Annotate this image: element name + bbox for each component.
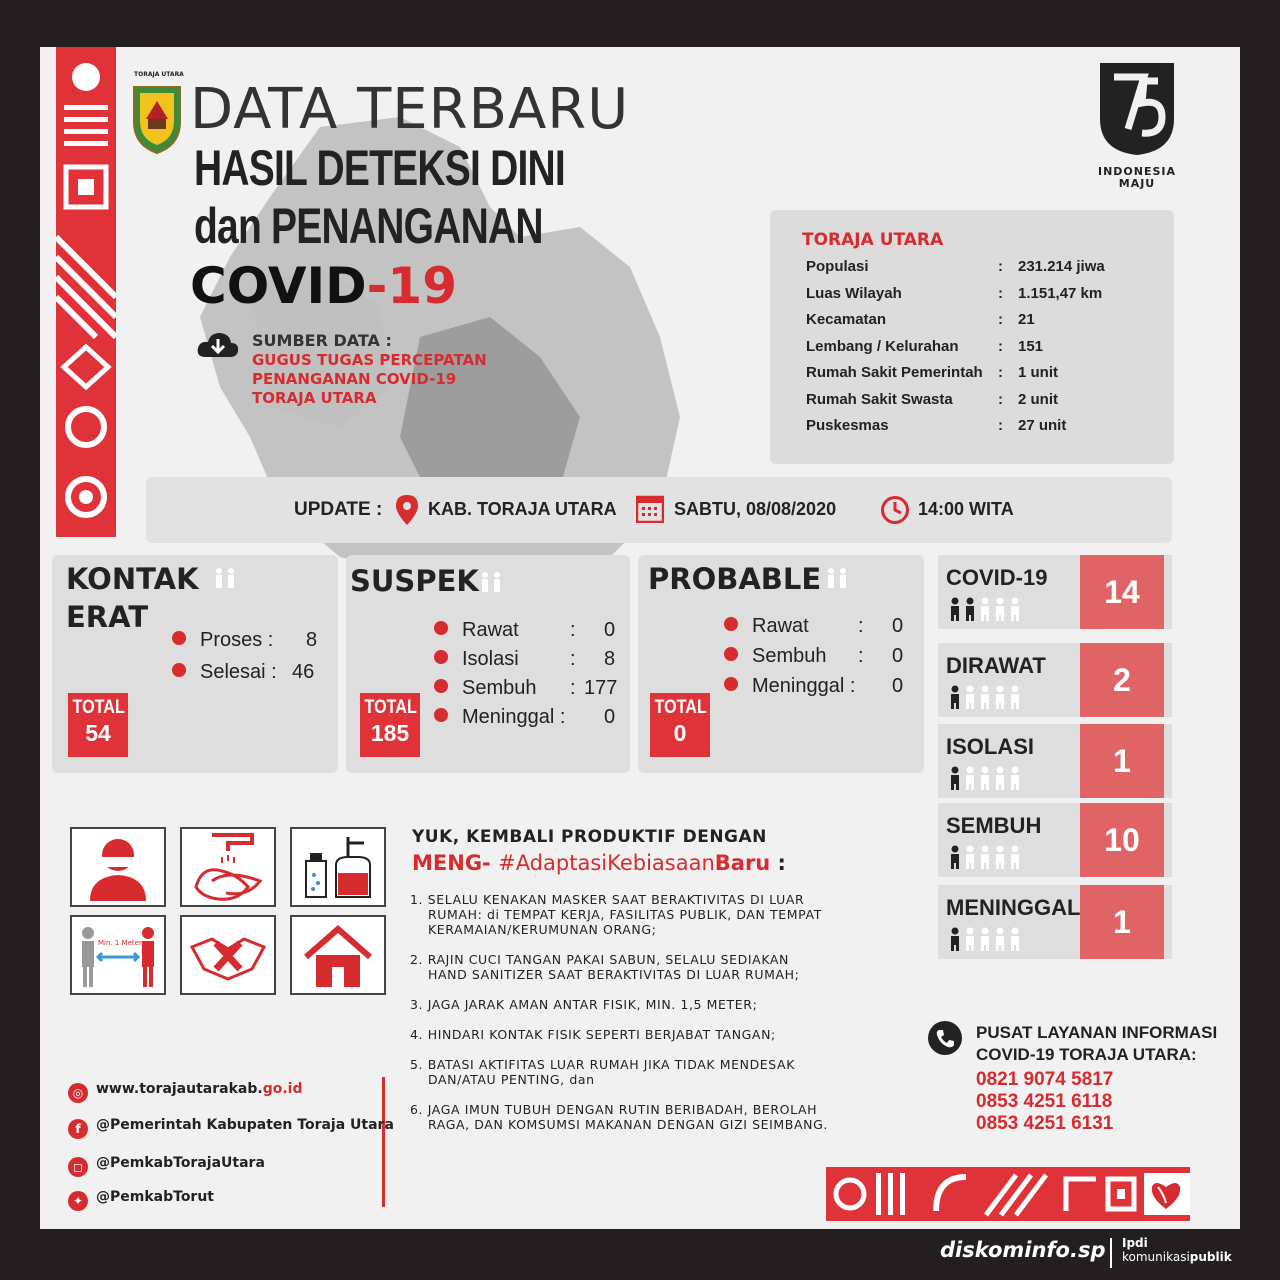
suspek-isolasi: Isolasi : 8 — [434, 648, 519, 671]
globe-icon: ◎ — [68, 1083, 88, 1103]
adaptasi-rule: 6. JAGA IMUN TUBUH DENGAN RUTIN BERIBADAH, BEROLAH RAGA, DAN KOMSUMSI MAKANAN DENGAN GIZI SEIMBANG. — [410, 1102, 828, 1132]
distance-label: Min. 1 Meter — [98, 939, 142, 947]
badge-line2: MAJU — [1118, 177, 1156, 190]
people-figures-icon — [948, 845, 1023, 873]
social-distance-icon — [72, 917, 164, 993]
people-icon — [824, 567, 850, 589]
update-time: 14:00 WITA — [918, 499, 1014, 519]
suspek-meninggal: Meninggal : 0 — [434, 706, 565, 729]
hand-sanitizer-icon — [292, 829, 384, 905]
people-figures-icon — [948, 597, 1023, 625]
people-icon — [212, 567, 238, 589]
stay-home-protocol-tile — [290, 915, 386, 995]
adaptasi-heading1: YUK, KEMBALI PRODUKTIF DENGAN — [412, 827, 767, 847]
stat-meninggal: MENINGGAL 1 — [938, 885, 1172, 959]
probable-card — [638, 555, 924, 773]
decorative-pattern-bottom — [826, 1167, 1190, 1221]
mask-protocol-tile — [70, 827, 166, 907]
cloud-download-icon — [196, 331, 240, 363]
twitter-link[interactable]: ✦ @PemkabTorut — [68, 1189, 214, 1211]
adaptasi-rules-list — [410, 892, 830, 1147]
footer-brand: diskominfo.sp — [940, 1238, 1106, 1262]
people-figures-icon — [948, 927, 1023, 955]
vertical-divider — [382, 1077, 385, 1207]
suspek-sembuh: Sembuh : 177 — [434, 677, 537, 700]
stat-isolasi: ISOLASI 1 — [938, 724, 1172, 798]
suspek-total-box: TOTAL 185 — [360, 693, 420, 757]
heart-logo-icon — [1146, 1173, 1186, 1215]
suspek-card — [346, 555, 630, 773]
update-label: UPDATE : — [294, 499, 383, 520]
poster — [40, 47, 1240, 1229]
title-penanganan: dan PENANGANAN — [194, 198, 543, 254]
footer-divider — [1110, 1238, 1112, 1268]
adaptasi-rule: 2. RAJIN CUCI TANGAN PAKAI SABUN, SELALU SEDIAKAN HAND SANITIZER SAAT BERAKTIVITAS DI LUAR RUMAH; — [410, 952, 800, 982]
handshake-protocol-tile — [180, 915, 276, 995]
adaptasi-heading2: MENG- #AdaptasiKebiasaanBaru : — [412, 851, 786, 875]
region-info-box: TORAJA UTARA Populasi : 231.214 jiwa Luas Wilayah : 1.151,47 km Kecamatan : 21 Lembang / Kelurahan : 151 Rumah Sakit Pemerintah : 1 unit Rumah Sakit Swasta : 2 unit Puskesmas : 27 unit — [770, 210, 1174, 464]
adaptasi-rule: 1. SELALU KENAKAN MASKER SAAT BERAKTIVITAS DI LUAR RUMAH: di TEMPAT KERJA, FASILITAS PUBLIK, DAN TEMPAT KERAMAIAN/KERUMUNAN ORANG; — [410, 892, 822, 937]
suspek-rawat: Rawat : 0 — [434, 619, 519, 642]
indonesia-75-badge — [1092, 59, 1182, 189]
regency-logo-text: TORAJA UTARA — [134, 71, 184, 78]
title-data-terbaru: DATA TERBARU — [190, 77, 630, 142]
kontak-total-box: TOTAL 54 — [68, 693, 128, 757]
update-bar — [146, 477, 1172, 543]
regency-logo — [128, 71, 186, 155]
badge-line1: INDONESIA — [1097, 165, 1177, 178]
kontak-selesai: Selesai : 46 — [172, 661, 277, 684]
phone-number-3[interactable]: 0853 4251 6131 — [976, 1113, 1114, 1134]
stat-sembuh: SEMBUH 10 — [938, 803, 1172, 877]
seventy-five-logo-icon — [1092, 59, 1182, 159]
website-link[interactable]: ◎ www.torajautarakab.go.id — [68, 1081, 302, 1103]
title-covid — [190, 257, 457, 315]
stat-covid-19: COVID-19 14 — [938, 555, 1172, 629]
facebook-link[interactable]: f @Pemerintah Kabupaten Toraja Utara — [68, 1117, 394, 1139]
adaptasi-rule: 4. HINDARI KONTAK FISIK SEPERTI BERJABAT TANGAN; — [410, 1027, 776, 1042]
probable-sembuh: Sembuh : 0 — [724, 645, 827, 668]
service-heading: PUSAT LAYANAN INFORMASI COVID-19 TORAJA UTARA: — [976, 1023, 1218, 1064]
twitter-icon: ✦ — [68, 1191, 88, 1211]
title-covid-number: -19 — [366, 257, 458, 315]
probable-total-box: TOTAL 0 — [650, 693, 710, 757]
kontak-title1: KONTAK — [66, 562, 199, 596]
stat-dirawat: DIRAWAT 2 — [938, 643, 1172, 717]
regency-shield-icon — [128, 77, 186, 155]
handwash-icon — [182, 829, 274, 905]
calendar-icon — [636, 493, 664, 523]
update-date: SABTU, 08/08/2020 — [674, 499, 837, 519]
no-handshake-icon — [182, 917, 274, 993]
mask-person-icon — [72, 829, 164, 905]
location-pin-icon — [396, 495, 418, 525]
probable-rawat: Rawat : 0 — [724, 615, 809, 638]
phone-number-2[interactable]: 0853 4251 6118 — [976, 1091, 1113, 1112]
facebook-icon: f — [68, 1119, 88, 1139]
kontak-proses: Proses : 8 — [172, 629, 273, 652]
kontak-title2: ERAT — [66, 600, 149, 634]
suspek-title: SUSPEK — [350, 564, 479, 598]
probable-meninggal: Meninggal : 0 — [724, 675, 855, 698]
footer-tagline: Ipdi komunikasipublik — [1122, 1236, 1232, 1264]
source-text: GUGUS TUGAS PERCEPATAN PENANGANAN COVID-19 TORAJA UTARA — [252, 351, 487, 407]
distance-protocol-tile — [70, 915, 166, 995]
people-figures-icon — [948, 766, 1023, 794]
clock-icon — [880, 495, 910, 525]
probable-title: PROBABLE — [648, 562, 822, 596]
decorative-pattern-left — [56, 47, 116, 537]
kontak-erat-card — [52, 555, 338, 773]
phone-icon — [928, 1021, 962, 1055]
adaptasi-rule: 5. BATASI AKTIFITAS LUAR RUMAH JIKA TIDAK MENDESAK DAN/ATAU PENTING, dan — [410, 1057, 796, 1087]
people-figures-icon — [948, 685, 1023, 713]
adaptasi-rule: 3. JAGA JARAK AMAN ANTAR FISIK, MIN. 1,5 METER; — [410, 997, 758, 1012]
source-label: SUMBER DATA : — [252, 331, 392, 350]
update-location: KAB. TORAJA UTARA — [428, 499, 617, 519]
people-icon — [478, 571, 504, 593]
phone-number-1[interactable]: 0821 9074 5817 — [976, 1069, 1114, 1090]
title-covid-word: COVID — [190, 257, 367, 315]
region-title: TORAJA UTARA — [802, 230, 944, 250]
title-hasil-deteksi: HASIL DETEKSI DINI — [194, 140, 565, 196]
instagram-link[interactable]: ◻ @PemkabTorajaUtara — [68, 1155, 265, 1177]
sanitizer-protocol-tile — [290, 827, 386, 907]
instagram-icon: ◻ — [68, 1157, 88, 1177]
house-icon — [292, 917, 384, 993]
handwash-protocol-tile — [180, 827, 276, 907]
